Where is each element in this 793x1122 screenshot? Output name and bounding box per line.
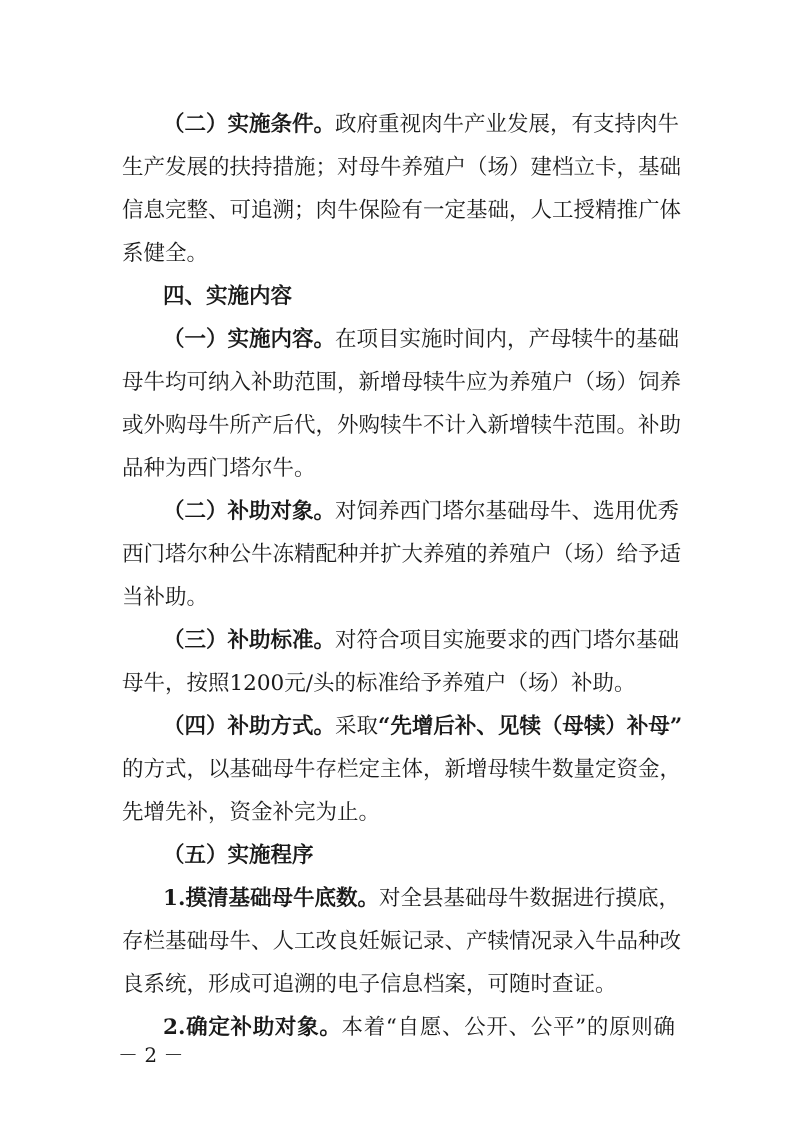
page-number: － 2 － [118,1043,184,1067]
paragraph-subsidy-method-line-1: （四）补助方式。采取“先增后补、见犊（母犊）补母” [163,714,683,739]
paragraph-line: 母牛，按照1200元/头的标准给予养殖户（场）补助。 [122,671,636,696]
paragraph-line: 良系统，形成可追溯的电子信息档案，可随时查证。 [122,972,617,997]
bold-quote: “先增后补、见犊（母犊）补母” [378,714,683,739]
bold-lead: （三）补助标准。 [163,628,336,653]
bold-lead: （四）补助方式。 [163,714,336,739]
paragraph-step-2-line-1: 2.确定补助对象。本着“自愿、公开、公平”的原则确 [163,1015,675,1040]
paragraph-line: 西门塔尔种公牛冻精配种并扩大养殖的养殖户（场）给予适 [122,542,682,567]
paragraph-subsidy-target-line-1: （二）补助对象。对饲养西门塔尔基础母牛、选用优秀 [163,499,680,524]
paragraph-line: 存栏基础母牛、人工改良妊娠记录、产犊情况录入牛品种改 [122,929,682,954]
paragraph-line: 信息完整、可追溯；肉牛保险有一定基础，人工授精推广体 [122,198,682,223]
paragraph-line: 先增先补，资金补完为止。 [122,800,381,825]
paragraph-subsidy-standard-line-1: （三）补助标准。对符合项目实施要求的西门塔尔基础 [163,628,680,653]
paragraph-line: 母牛均可纳入补助范围，新增母犊牛应为养殖户（场）饲养 [122,370,682,395]
bold-lead: 2.确定补助对象。 [163,1015,342,1040]
paragraph-line: 或外购母牛所产后代，外购犊牛不计入新增犊牛范围。补助 [122,413,682,438]
paragraph-line: 品种为西门塔尔牛。 [122,456,316,481]
bold-lead: 1.摸清基础母牛底数。 [163,886,379,911]
subsection-heading: （五）实施程序 [163,843,314,868]
paragraph-implementation-content-line-1: （一）实施内容。在项目实施时间内，产母犊牛的基础 [163,327,680,352]
paragraph-step-1-line-1: 1.摸清基础母牛底数。对全县基础母牛数据进行摸底， [163,886,680,911]
section-heading: 四、实施内容 [163,284,293,309]
paragraph-line: 生产发展的扶持措施；对母牛养殖户（场）建档立卡，基础 [122,155,682,180]
paragraph-line: 的方式，以基础母牛存栏定主体，新增母犊牛数量定资金， [122,757,682,782]
bold-lead: （二）实施条件。 [163,112,336,137]
bold-lead: （二）补助对象。 [163,499,336,524]
bold-lead: （一）实施内容。 [163,327,336,352]
paragraph-line: 当补助。 [122,585,209,610]
paragraph-implementation-conditions-line-1: （二）实施条件。政府重视肉牛产业发展，有支持肉牛 [163,112,680,137]
paragraph-line: 系健全。 [122,241,209,266]
